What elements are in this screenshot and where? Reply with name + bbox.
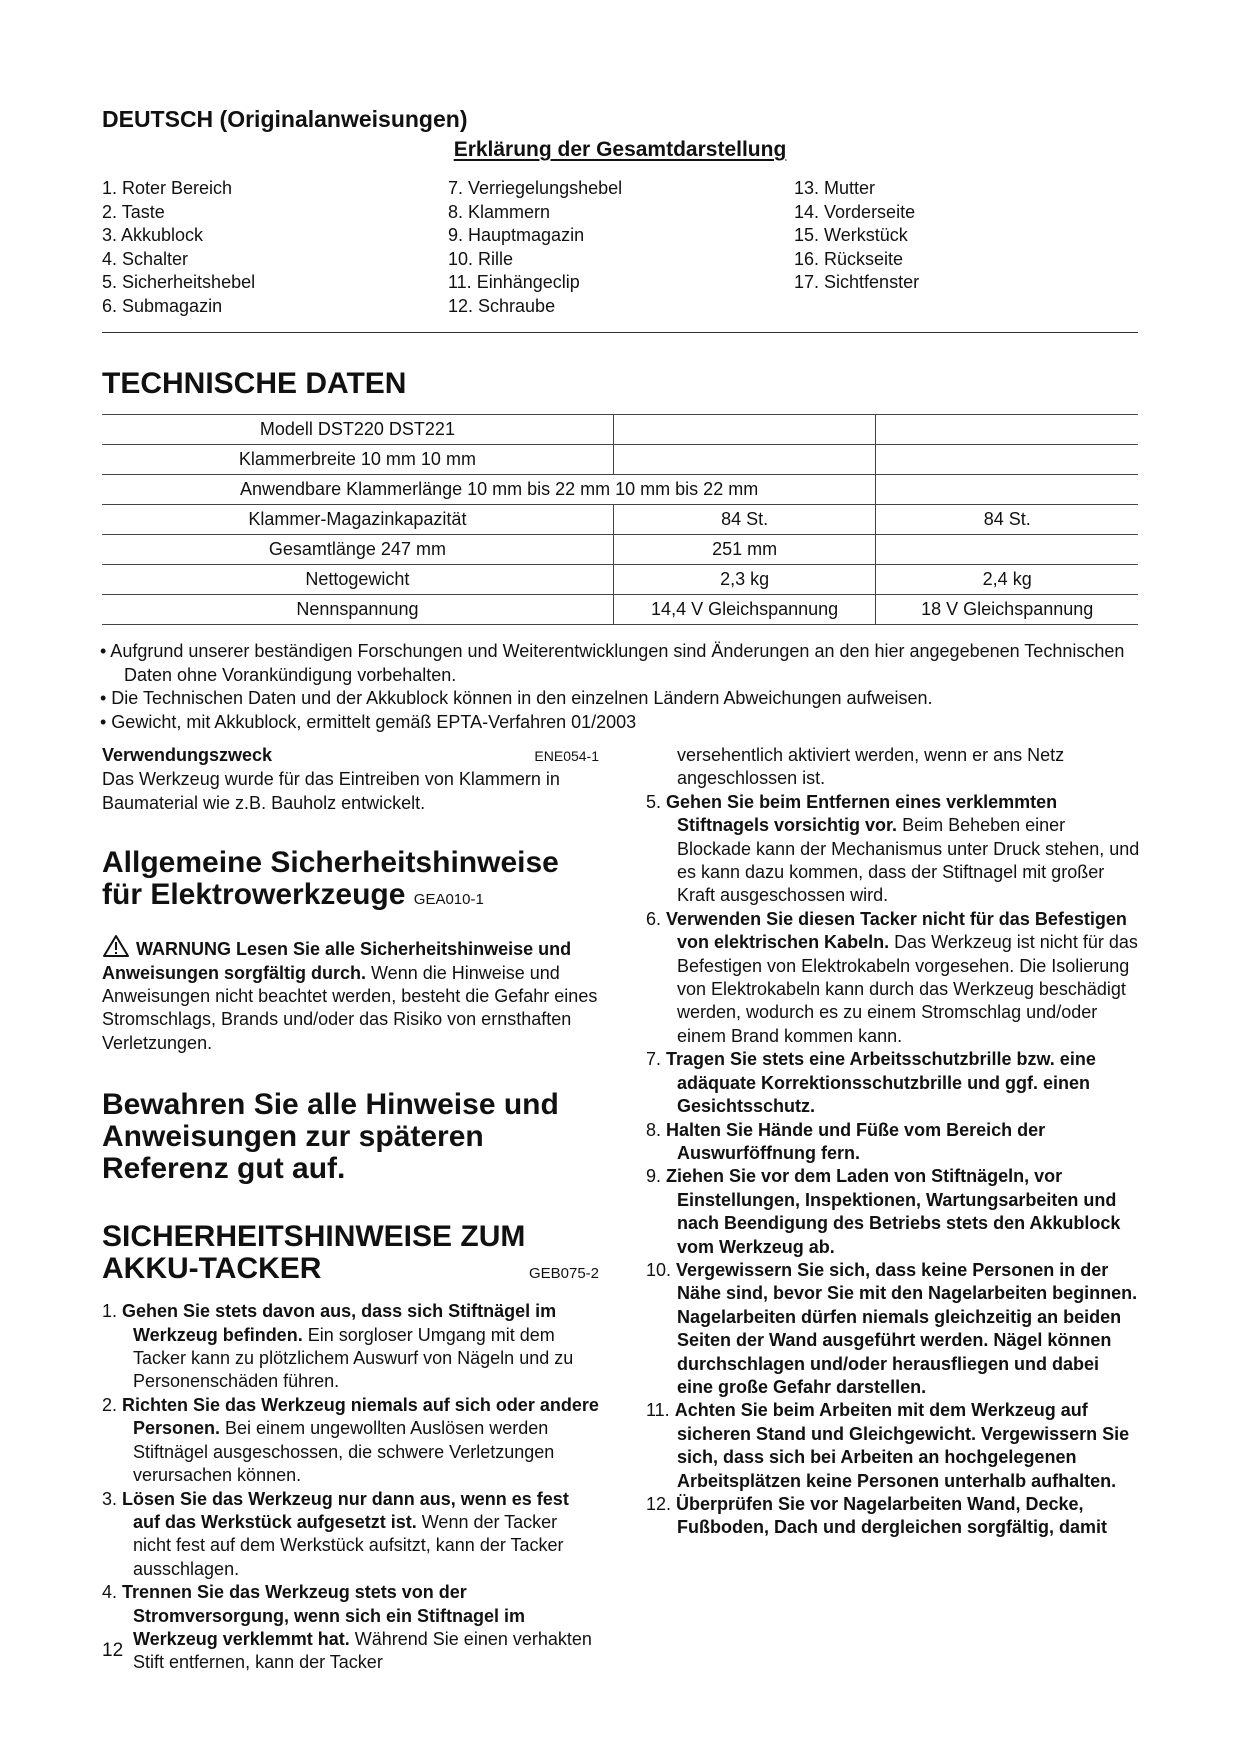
list-item: 5. Gehen Sie beim Entfernen eines verklemmten Stiftnagels vorsichtig vor. Beim Beheben einer Blockade kann der Mechanismus unter Druck stehen, und es kann dazu kommen, dass der Stiftnagel mit großer Kraft ausgeschossen wird. [646,791,1140,906]
table-cell [876,415,1138,445]
legend-item: 8. Klammern [448,201,551,222]
legend-item: 12. Schraube [448,295,556,316]
list-item: 12. Überprüfen Sie vor Nagelarbeiten Wand, Decke, Fußboden, Dach und dergleichen sorgfältig, damit [646,1494,1108,1538]
table-cell [876,535,1138,565]
section-divider [102,332,1138,333]
usage-title: Verwendungszweck [102,745,273,765]
table-cell: Modell DST220 DST221 [102,415,613,445]
list-item: 1. Gehen Sie stets davon aus, dass sich Stiftnägel im Werkzeug befinden. Ein sorgloser Umgang mit dem Tacker kann zu plötzlichem Auswurf von Nägeln und zu Personenschäden führen. [102,1301,574,1392]
table-cell: 2,3 kg [613,565,876,595]
table-cell [613,445,876,475]
table-row [102,415,1138,445]
legend-item: 10. Rille [448,248,514,269]
list-item: 8. Halten Sie Hände und Füße vom Bereich der Auswurföffnung fern. [646,1119,1046,1163]
usage-code: ENE054-1 [534,748,599,764]
legend-item: 15. Werkstück [794,225,908,246]
table-cell: Nettogewicht [102,565,613,595]
table-cell: 84 St. [876,505,1138,535]
usage-text: Das Werkzeug wurde für das Eintreiben von Klammern in Baumaterial wie z.B. Bauholz entwickelt. [102,769,560,813]
table-row [102,445,1138,475]
usage-heading [102,744,599,768]
table-cell: Klammerbreite 10 mm 10 mm [102,445,613,475]
list-item: 2. Richten Sie das Werkzeug niemals auf sich oder andere Personen. Bei einem ungewollten Auslösen werden Stiftnägel ausgeschossen, die schwere Verletzungen verursachen können. [102,1394,599,1486]
legend-item: 1. Roter Bereich [102,178,233,198]
table-row [102,595,1138,625]
list-item: 7. Tragen Sie stets eine Arbeitsschutzbrille bzw. eine adäquate Korrektionsschutzbrille und ggf. einen Gesichtsschutz. [646,1049,1096,1117]
table-row [102,565,1138,595]
warning-paragraph: WARNUNG Lesen Sie alle Sicherheitshinweise und Anweisungen sorgfältig durch. Wenn die Hinweise und Anweisungen nicht beachtet werden, besteht die Gefahr eines Stromschlags, Brands und/oder das Risiko von ernsthaften Verletzungen. [102,934,599,1055]
table-cell: 14,4 V Gleichspannung [613,595,876,625]
note: • Gewicht, mit Akkublock, ermittelt gemäß EPTA-Verfahren 01/2003 [100,711,637,732]
list-item: 4. Trennen Sie das Werkzeug stets von der Stromversorgung, wenn sich ein Stiftnagel im Werkzeug verklemmt hat. Während Sie einen verhakten Stift entfernen, kann der Tacker [102,1582,592,1673]
legend-item: 9. Hauptmagazin [448,225,585,246]
tacker-list-left [102,1300,599,1675]
right-column [646,744,1140,1540]
warning-icon [102,934,130,958]
list-item: 9. Ziehen Sie vor dem Laden von Stiftnägeln, vor Einstellungen, Inspektionen, Wartungsarbeiten und nach Beendigung des Betriebs stets den Akkublock vom Werkzeug ab. [646,1166,1121,1257]
table-cell: Klammer-Magazinkapazität [102,505,613,535]
language-header: DEUTSCH (Originalanweisungen) [102,106,468,132]
legend-title: Erklärung der Gesamtdarstellung [453,138,787,161]
tacker-safety-title: SICHERHEITSHINWEISE ZUM AKKU-TACKER GEB075-2 [102,1220,599,1286]
list-item: 10. Vergewissern Sie sich, dass keine Personen in der Nähe sind, bevor Sie mit den Nagelarbeiten beginnen. Nagelarbeiten dürfen niemals gleichzeitig an beiden Seiten der Wand ausgeführt werden. Nägel können durchschlagen und/oder herausfliegen und dabei eine große Gefahr darstellen. [646,1259,1138,1397]
general-safety-title: Allgemeine Sicherheitshinweise für Elektrowerkzeuge GEA010-1 [102,846,559,912]
legend-item: 16. Rückseite [794,248,904,269]
legend-item: 11. Einhängeclip [448,272,580,293]
legend-item: 2. Taste [102,201,165,222]
legend-item: 4. Schalter [102,248,189,269]
table-cell: 84 St. [613,505,876,535]
legend-item: 13. Mutter [794,178,876,198]
specs-table [102,414,1138,625]
list-item: 3. Lösen Sie das Werkzeug nur dann aus, wenn es fest auf das Werkstück aufgesetzt ist. Wenn der Tacker nicht fest auf dem Werkstück aufsitzt, kann der Tacker ausschlagen. [102,1488,569,1579]
legend-item: 17. Sichtfenster [794,272,920,293]
table-row [102,475,1138,505]
specs-notes [100,640,1140,734]
legend-column-3 [794,177,919,295]
left-column [102,744,599,1675]
note: • Aufgrund unserer beständigen Forschungen und Weiterentwicklungen sind Änderungen an den hier angegebenen Technischen Daten ohne Vorankündigung vorbehalten. [100,641,1125,685]
table-cell: Anwendbare Klammerlänge 10 mm bis 22 mm 10 mm bis 22 mm [102,475,876,505]
table-row [102,505,1138,535]
table-cell: 251 mm [613,535,876,565]
legend-item: 5. Sicherheitshebel [102,272,256,293]
legend-item: 7. Verriegelungshebel [448,178,623,198]
legend-column-1 [102,177,255,319]
legend-item: 14. Vorderseite [794,201,916,222]
specs-title: TECHNISCHE DATEN [102,367,407,400]
table-cell [876,445,1138,475]
legend-item: 3. Akkublock [102,225,204,246]
page-number: 12 [102,1640,124,1661]
note: • Die Technischen Daten und der Akkublock können in den einzelnen Ländern Abweichungen aufweisen. [100,688,933,708]
table-cell [613,415,876,445]
list-item: 6. Verwenden Sie diesen Tacker nicht für das Befestigen von elektrischen Kabeln. Das Werkzeug ist nicht für das Befestigen von Elektrokabeln vorgesehen. Die Isolierung von Elektrokabeln kann durch das Werkzeug beschädigt werden, wodurch es zu einem Stromschlag und/oder einem Brand kommen kann. [646,908,1138,1046]
keep-instructions-title: Bewahren Sie alle Hinweise und Anweisungen zur späteren Referenz gut auf. [102,1088,559,1186]
table-cell [876,475,1138,505]
table-row [102,535,1138,565]
table-cell: Gesamtlänge 247 mm [102,535,613,565]
list-item: 11. Achten Sie beim Arbeiten mit dem Werkzeug auf sicheren Stand und Gleichgewicht. Vergewissern Sie sich, dass sich bei Arbeiten an hochgelegenen Arbeitsplätzen keine Personen unterhalb aufhalten. [646,1400,1130,1491]
legend-column-2 [448,177,622,319]
table-cell: Nennspannung [102,595,613,625]
legend-item: 6. Submagazin [102,295,223,316]
table-cell: 2,4 kg [876,565,1138,595]
table-cell: 18 V Gleichspannung [876,595,1138,625]
list-item-continuation: versehentlich aktiviert werden, wenn er ans Netz angeschlossen ist. [677,745,1065,789]
